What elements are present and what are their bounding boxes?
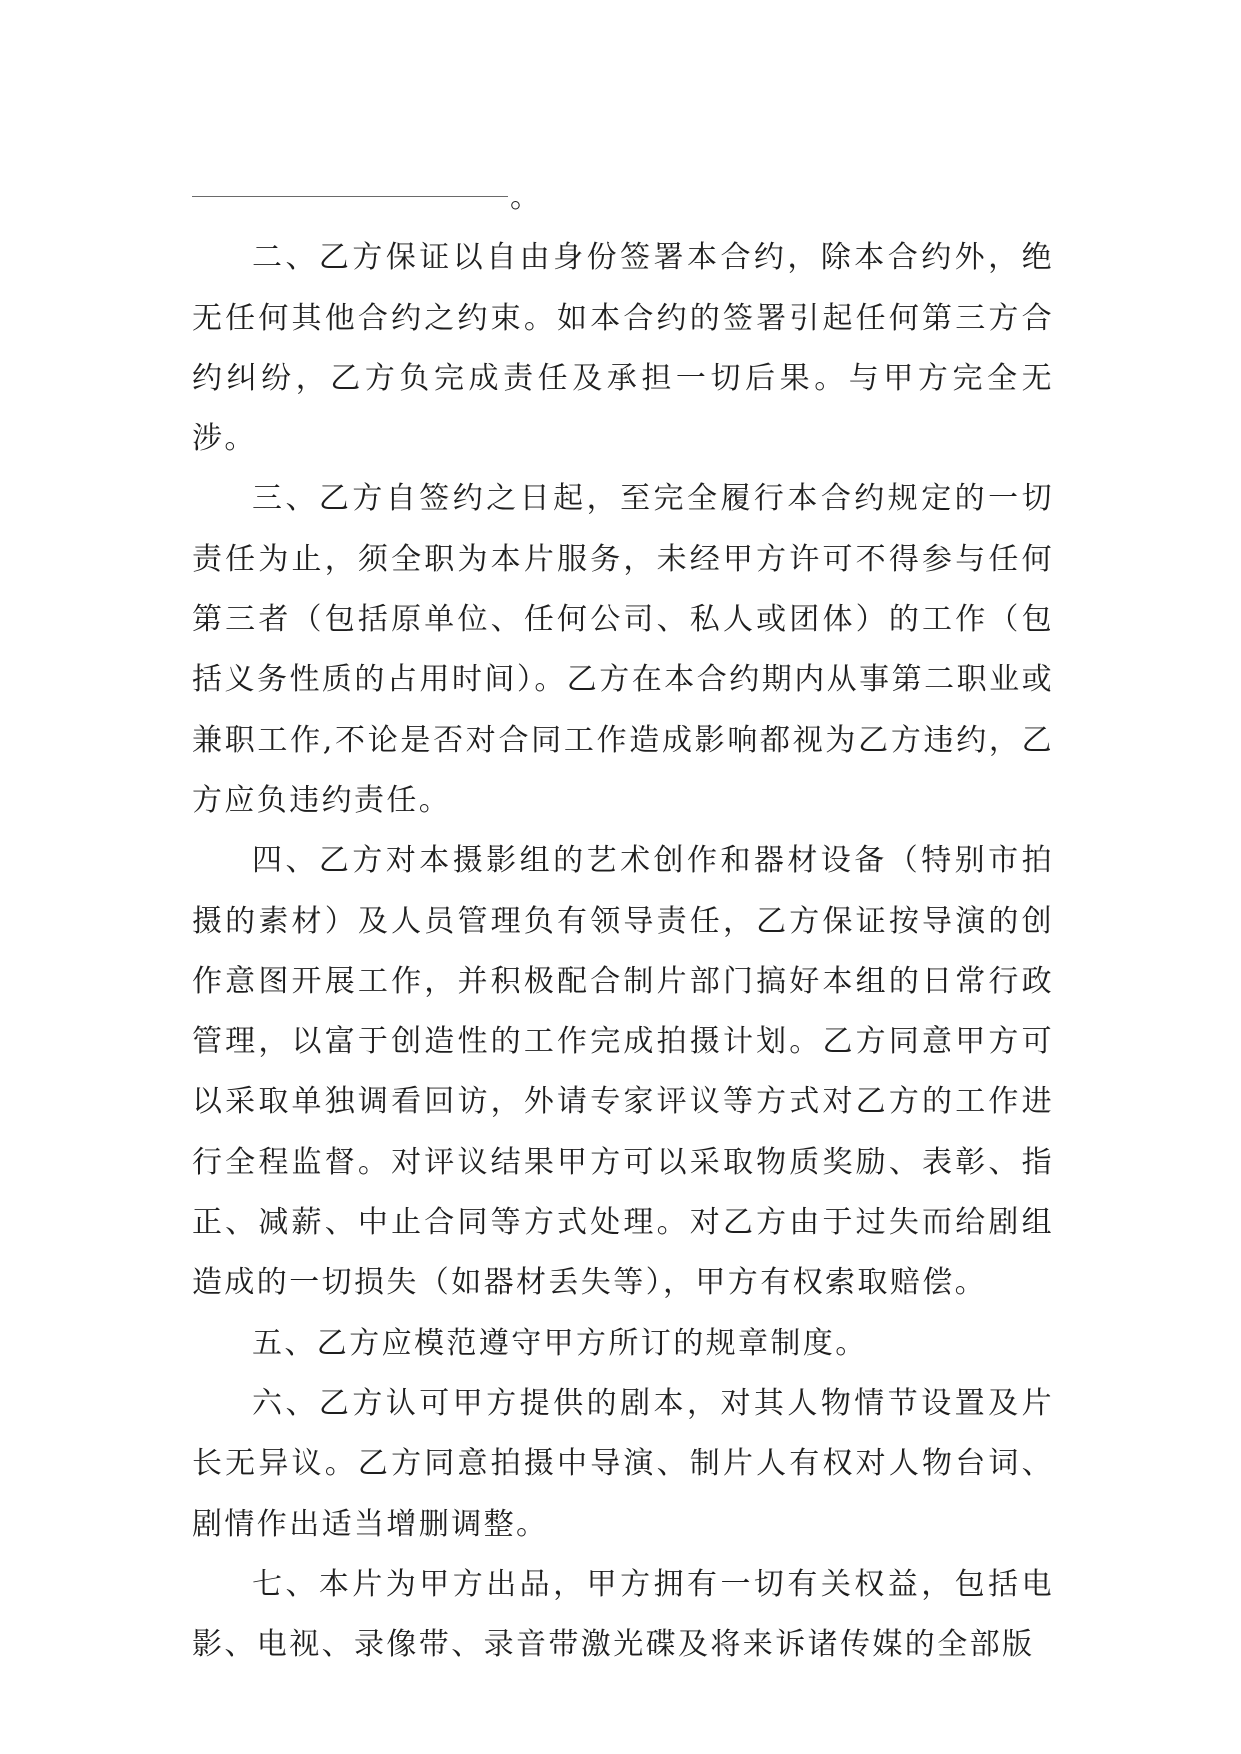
contract-body — [192, 168, 1054, 1675]
clause-6: 六、乙方认可甲方提供的剧本，对其人物情节设置及片长无异议。乙方同意拍摄中导演、制片人有权对人物台词、剧情作出适当增删调整。 — [192, 1385, 1054, 1542]
clause-4: 四、乙方对本摄影组的艺术创作和器材设备（特别市拍摄的素材）及人员管理负有领导责任，乙方保证按导演的创作意图开展工作，并积极配合制片部门搞好本组的日常行政管理，以富于创造性的工作完成拍摄计划。乙方同意甲方可以采取单独调看回访，外请专家评议等方式对乙方的工作进行全程监督。对评议结果甲方可以采取物质奖励、表彰、指正、减薪、中止合同等方式处理。对乙方由于过失而给剧组造成的一切损失（如器材丢失等），甲方有权索取赔偿。 — [192, 843, 1054, 1301]
clause-7: 七、本片为甲方出品，甲方拥有一切有关权益，包括电影、电视、录像带、录音带激光碟及将来诉诸传媒的全部版 — [192, 1566, 1054, 1663]
opening-blank-line — [192, 168, 1054, 228]
fill-in-underline — [192, 196, 508, 197]
clause-2: 二、乙方保证以自由身份签署本合约，除本合约外，绝无任何其他合约之约束。如本合约的签署引起任何第三方合约纠纷，乙方负完成责任及承担一切后果。与甲方完全无涉。 — [192, 240, 1054, 457]
clause-3: 三、乙方自签约之日起，至完全履行本合约规定的一切责任为止，须全职为本片服务，未经甲方许可不得参与任何第三者（包括原单位、任何公司、私人或团体）的工作（包括义务性质的占用时间）。乙方在本合约期内从事第二职业或兼职工作,不论是否对合同工作造成影响都视为乙方违约，乙方应负违约责任。 — [192, 481, 1054, 818]
clause-5: 五、乙方应模范遵守甲方所订的规章制度。 — [252, 1325, 868, 1361]
opening-end-mark: 。 — [510, 180, 543, 215]
